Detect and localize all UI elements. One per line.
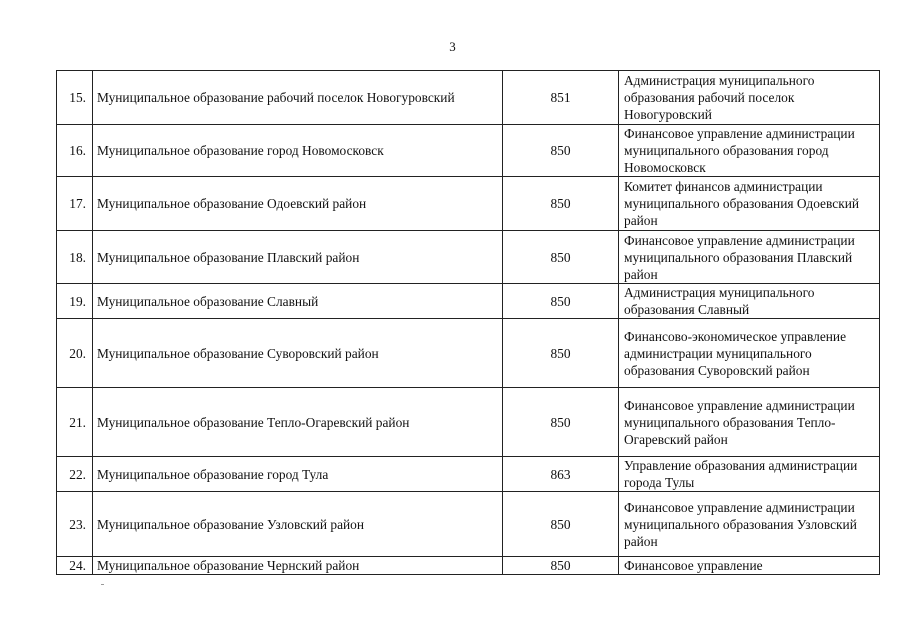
administrator-name: Администрация муниципального образования рабочий поселок Новогуровский xyxy=(619,71,880,125)
table-row xyxy=(57,284,880,319)
municipality-name: Муниципальное образование рабочий поселок Новогуровский xyxy=(93,71,503,125)
table-row xyxy=(57,388,880,457)
table-row xyxy=(57,457,880,492)
table-row xyxy=(57,125,880,177)
municipal-table xyxy=(56,70,880,575)
table-row xyxy=(57,557,880,575)
budget-code: 850 xyxy=(503,557,619,575)
administrator-name: Администрация муниципального образования Славный xyxy=(619,284,880,319)
municipality-name: Муниципальное образование Суворовский район xyxy=(93,319,503,388)
municipality-name: Муниципальное образование Плавский район xyxy=(93,231,503,284)
row-number: 16. xyxy=(57,125,93,177)
page-number: 3 xyxy=(449,39,456,54)
budget-code: 863 xyxy=(503,457,619,492)
row-number: 24. xyxy=(57,557,93,575)
budget-code: 850 xyxy=(503,492,619,557)
municipality-name: Муниципальное образование Тепло-Огаревский район xyxy=(93,388,503,457)
row-number: 15. xyxy=(57,71,93,125)
budget-code: 850 xyxy=(503,177,619,231)
table-row xyxy=(57,231,880,284)
budget-code: 850 xyxy=(503,388,619,457)
budget-code: 850 xyxy=(503,319,619,388)
row-number: 21. xyxy=(57,388,93,457)
municipality-name: Муниципальное образование Одоевский район xyxy=(93,177,503,231)
municipality-name: Муниципальное образование Узловский район xyxy=(93,492,503,557)
administrator-name: Финансовое управление администрации муниципального образования Тепло-Огаревский район xyxy=(619,388,880,457)
budget-code: 850 xyxy=(503,231,619,284)
administrator-name: Финансовое управление xyxy=(619,557,880,575)
table-row xyxy=(57,319,880,388)
municipality-name: Муниципальное образование Чернский район xyxy=(93,557,503,575)
row-number: 17. xyxy=(57,177,93,231)
administrator-name: Финансовое управление администрации муниципального образования Плавский район xyxy=(619,231,880,284)
table-row xyxy=(57,492,880,557)
administrator-name: Финансовое управление администрации муниципального образования Узловский район xyxy=(619,492,880,557)
administrator-name: Управление образования администрации города Тулы xyxy=(619,457,880,492)
administrator-name: Финансовое управление администрации муниципального образования город Новомосковск xyxy=(619,125,880,177)
municipality-name: Муниципальное образование город Тула xyxy=(93,457,503,492)
row-number: 20. xyxy=(57,319,93,388)
municipality-name: Муниципальное образование город Новомосковск xyxy=(93,125,503,177)
municipality-name: Муниципальное образование Славный xyxy=(93,284,503,319)
table-row xyxy=(57,177,880,231)
table-row xyxy=(57,71,880,125)
row-number: 22. xyxy=(57,457,93,492)
administrator-name: Комитет финансов администрации муниципального образования Одоевский район xyxy=(619,177,880,231)
row-number: 19. xyxy=(57,284,93,319)
administrator-name: Финансово-экономическое управление администрации муниципального образования Суворовский район xyxy=(619,319,880,388)
budget-code: 850 xyxy=(503,125,619,177)
budget-code: 851 xyxy=(503,71,619,125)
row-number: 23. xyxy=(57,492,93,557)
budget-code: 850 xyxy=(503,284,619,319)
scan-speck xyxy=(101,584,104,585)
row-number: 18. xyxy=(57,231,93,284)
